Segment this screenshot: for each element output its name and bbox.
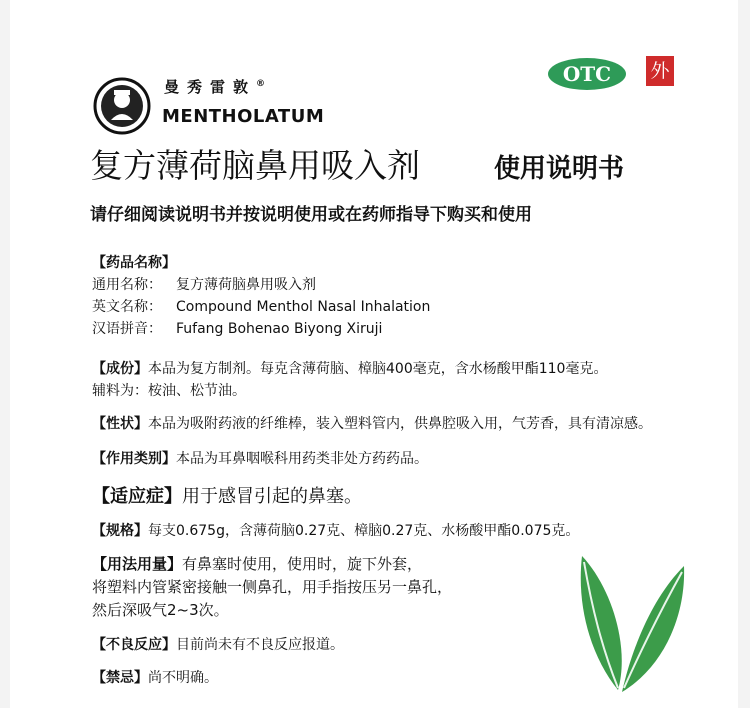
contra-row (92, 667, 218, 687)
spec-row (92, 520, 579, 540)
english-name-row (92, 296, 430, 316)
english-name-value: Compound Menthol Nasal Inhalation (176, 299, 431, 315)
indication-text: 用于感冒引起的鼻塞。 (182, 486, 362, 507)
contra-header: 【禁忌】 (92, 670, 148, 686)
drug-name-header: 【药品名称】 (92, 255, 176, 271)
properties-text: 本品为吸附药液的纤维棒，装入塑料管内，供鼻腔吸入用，气芳香，具有清凉感。 (148, 416, 652, 432)
english-name-label: 英文名称： (92, 299, 162, 315)
brand-name-cn (164, 76, 265, 97)
composition-row (92, 358, 607, 378)
spec-text: 每支0.675g，含薄荷脑0.27克、樟脑0.27克、水杨酸甲酯0.075克。 (148, 523, 580, 539)
properties-header: 【性状】 (92, 416, 148, 432)
generic-name-value: 复方薄荷脑鼻用吸入剂 (176, 277, 316, 293)
generic-name-row (92, 274, 316, 294)
category-text: 本品为耳鼻咽喉科用药类非处方药药品。 (176, 451, 428, 467)
usage-line-2: 将塑料内管紧密接触一侧鼻孔，用手指按压另一鼻孔， (92, 578, 453, 596)
spec-header: 【规格】 (92, 523, 148, 539)
otc-badge: OTC (548, 58, 626, 90)
pinyin-name-label: 汉语拼音： (92, 321, 162, 337)
usage-line-3: 然后深吸气2~3次。 (92, 601, 229, 619)
category-header: 【作用类别】 (92, 451, 176, 467)
adverse-header: 【不良反应】 (92, 637, 176, 653)
indication-header: 【适应症】 (92, 486, 182, 507)
adverse-text: 目前尚未有不良反应报道。 (176, 637, 344, 653)
leaflet-subtitle: 使用说明书 (494, 154, 625, 184)
brand-name-en: MENTHOLATUM (162, 106, 325, 127)
indication-row (92, 482, 362, 508)
usage-row (92, 553, 422, 574)
generic-name-label: 通用名称： (92, 277, 162, 293)
product-title: 复方薄荷脑鼻用吸入剂 (90, 146, 420, 185)
contra-text: 尚不明确。 (148, 670, 218, 686)
trademark-mark: ® (256, 79, 266, 89)
mint-leaves-icon (572, 538, 692, 698)
usage-header: 【用法用量】 (92, 555, 183, 573)
composition-text: 本品为复方制剂。每克含薄荷脑、樟脑400毫克，含水杨酸甲酯110毫克。 (148, 361, 608, 377)
usage-line-1: 有鼻塞时使用，使用时，旋下外套， (182, 555, 423, 573)
pinyin-name-row (92, 318, 382, 338)
usage-notice: 请仔细阅读说明书并按说明使用或在药师指导下购买和使用 (90, 205, 532, 225)
leaflet-sheet (10, 0, 738, 708)
adverse-row (92, 634, 344, 654)
properties-row (92, 413, 652, 433)
category-row (92, 448, 428, 468)
external-use-badge: 外 (646, 56, 674, 86)
excipients-line: 辅料为：桉油、松节油。 (92, 383, 246, 399)
composition-header: 【成份】 (92, 361, 148, 377)
brand-cn-text: 曼秀雷敦 (164, 78, 257, 96)
pinyin-name-value: Fufang Bohenao Biyong Xiruji (176, 321, 383, 337)
mentholatum-logo-icon (92, 76, 152, 136)
